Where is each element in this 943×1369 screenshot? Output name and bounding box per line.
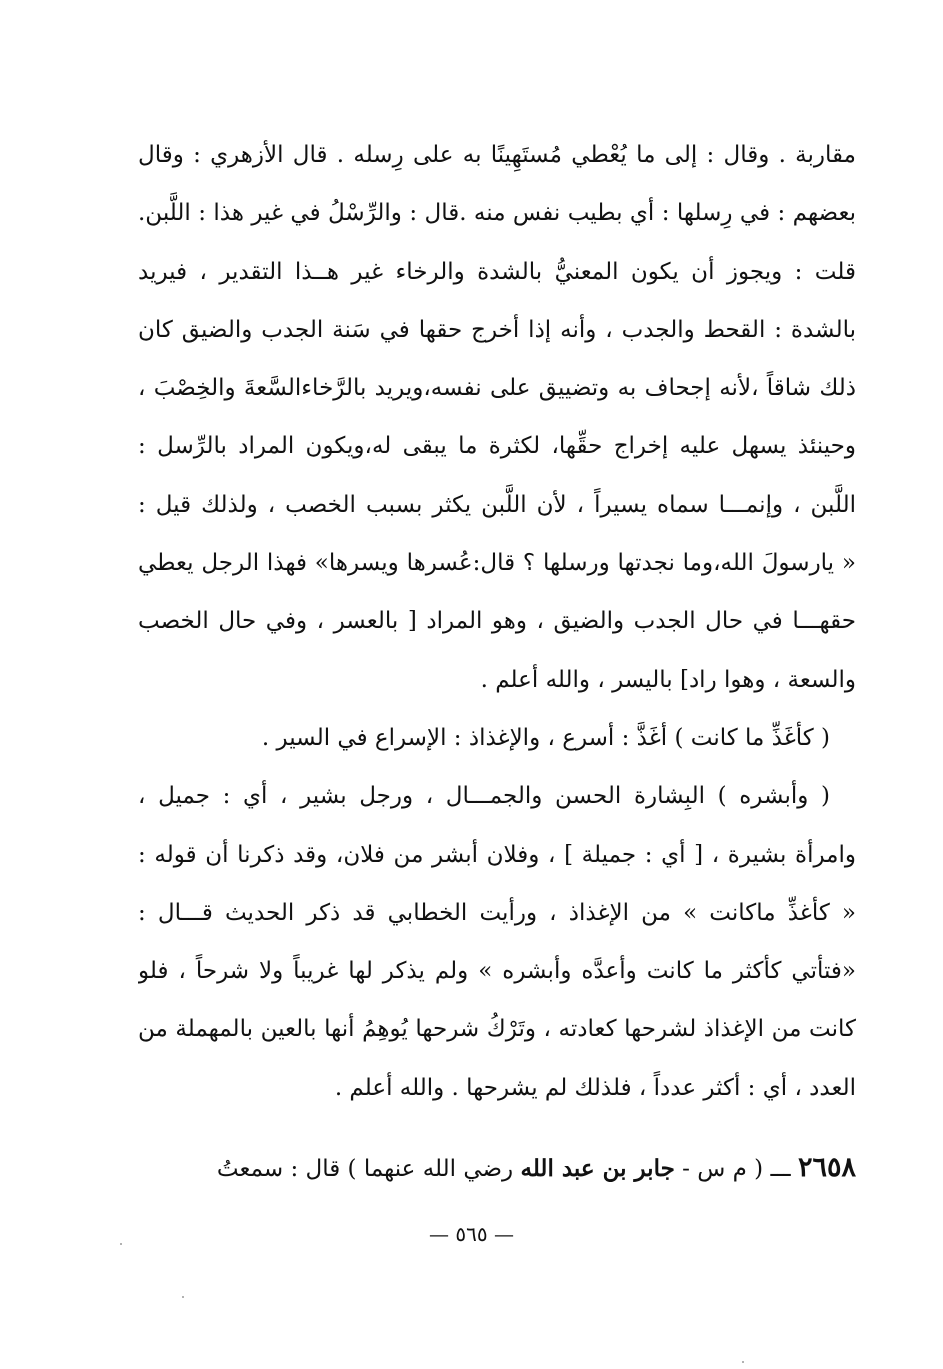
text-line: كانت من الإغذاذ لشرحها كعادته ، وتَرْكُ شرحها يُوهِمُ أنها بالعين بالمهملة من: [138, 1016, 856, 1043]
text-line: بعضهم : في رِسلها : أي بطيب نفس منه .قال : والرِّسْلُ في غير هذا : اللَّبن.: [138, 200, 856, 227]
text-line: ( وأبشره ) البِشارة الحسن والجمـــال ، ورجل بشير ، أي : جميل ،: [138, 783, 830, 810]
text-line: قلت : ويجوز أن يكون المعنيُّ بالشدة والرخاء غير هــذا التقدير ، فيريد: [138, 258, 856, 285]
text-line: « يارسولَ الله،وما نجدتها ورسلها ؟ قال:عُسرها ويسرها» فهذا الرجل يعطي: [138, 550, 856, 577]
hadith-entry-heading: [138, 1138, 856, 1198]
text-line: اللَّبن ، وإنمـــا سماه يسيراً ، لأن اللَّبن يكثر بسبب الخصب ، ولذلك قيل :: [138, 491, 856, 518]
text-line: العدد ، أي : أكثر عدداً ، فلذلك لم يشرحها . والله أعلم .: [334, 1074, 856, 1101]
text-line: وحينئذ يسهل عليه إخراج حقِّها، لكثرة ما يبقى له،ويكون المراد بالرِّسل :: [138, 433, 856, 460]
text-line: حقهـــا في حال الجدب والضيق ، وهو المراد [ بالعسر ، وفي حال الخصب: [138, 608, 856, 635]
hadith-number: ٢٦٥٨: [797, 1152, 856, 1183]
text-line: بالشدة : القحط والجدب ، وأنه إذا أخرج حقها في سَنة الجدب والضيق كان: [138, 316, 856, 343]
entry-text: رضي الله عنهما ) قال : سمعتُ: [216, 1156, 514, 1182]
text-line: «فتأتي كأكثر ما كانت وأعدَّه وأبشره » ولم يذكر لها غريباً ولا شرحاً ، فلو: [138, 958, 856, 985]
page-number: — ٥٦٥ —: [429, 1222, 514, 1246]
text-line: ( كأغَذِّ ما كانت ) أغَذَّ : أسرع ، والإغذاذ : الإسراع في السير .: [261, 724, 830, 751]
scan-speck: [742, 1361, 744, 1363]
body-text: [138, 126, 856, 1117]
scan-speck: [182, 1296, 184, 1298]
narrator-name: جابر بن عبد الله: [520, 1155, 675, 1182]
scan-speck: [120, 1243, 122, 1245]
text-line: « كأغذِّ ماكانت » من الإغذاذ ، ورأيت الخطابي قد ذكر الحديث قـــال :: [138, 899, 856, 926]
entry-dash: ـــ: [770, 1156, 791, 1182]
source-symbols: ( م س -: [682, 1156, 764, 1182]
text-line: والسعة ، وهوا راد] باليسر ، والله أعلم .: [480, 666, 856, 693]
text-line: مقاربة . وقال : إلى ما يُعْطي مُستَهِينًا به على رِسله . قال الأزهري : وقال: [138, 142, 856, 168]
text-line: وامرأة بشيرة ، [ أي : جميلة ] ، وفلان أبشر من فلان، وقد ذكرنا أن قوله :: [138, 841, 856, 868]
text-line: ذلك شاقاً ،لأنه إجحاف به وتضييق على نفسه،ويريد بالرَّخاءالسَّعةَ والخِصْبَ ،: [138, 375, 856, 402]
